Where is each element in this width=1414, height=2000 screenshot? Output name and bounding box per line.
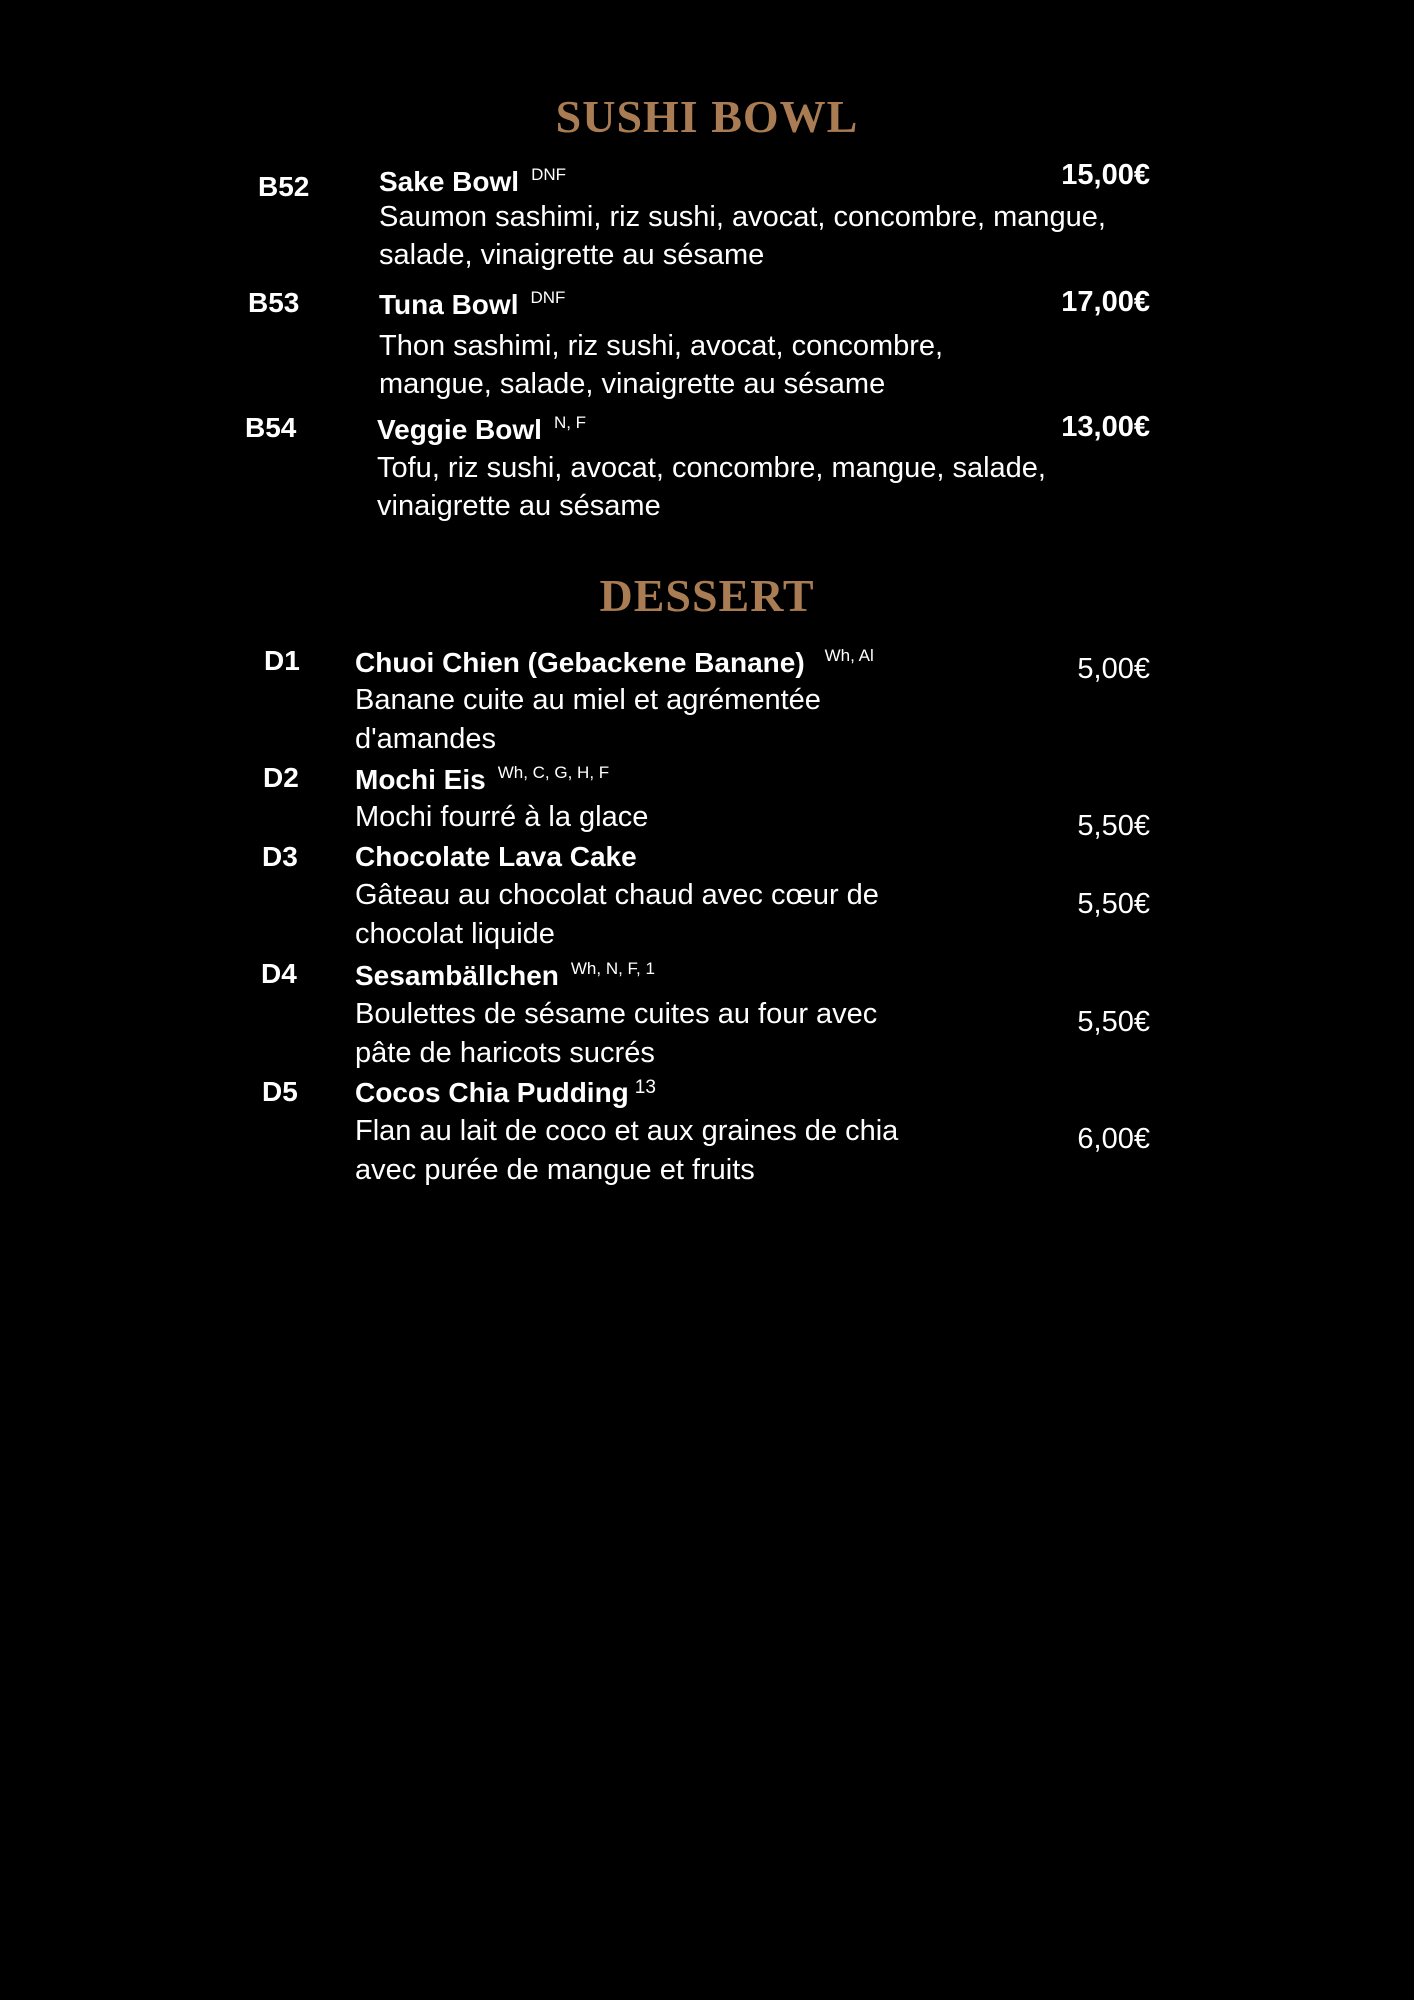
- item-code: B53: [248, 287, 300, 318]
- item-name-text: Tuna Bowl: [379, 289, 519, 320]
- item-name-text: Sake Bowl: [379, 166, 520, 197]
- item-code: B54: [245, 412, 297, 443]
- item-code: D4: [261, 958, 297, 989]
- allergen-codes: DNF: [531, 165, 567, 184]
- allergen-codes: Wh, N, F, 1: [570, 959, 655, 978]
- item-description-line: Mochi fourré à la glace: [355, 801, 649, 833]
- item-name-text: Veggie Bowl: [377, 414, 542, 445]
- item-name: [355, 960, 655, 990]
- item-description-line: pâte de haricots sucrés: [355, 1037, 655, 1069]
- item-description-line: salade, vinaigrette au sésame: [379, 239, 765, 271]
- item-code: D2: [263, 762, 299, 793]
- item-name-text: Chuoi Chien (Gebackene Banane): [355, 647, 805, 678]
- item-description-line: Thon sashimi, riz sushi, avocat, concombre,: [379, 330, 944, 362]
- item-name: [379, 289, 565, 319]
- item-code: D3: [262, 841, 298, 872]
- item-description-line: Boulettes de sésame cuites au four avec: [355, 998, 878, 1030]
- allergen-codes: Wh, C, G, H, F: [497, 763, 610, 782]
- item-price: 17,00€: [1061, 286, 1150, 318]
- item-price: 5,50€: [1077, 888, 1150, 920]
- item-description-line: Banane cuite au miel et agrémentée: [355, 684, 821, 716]
- item-price: 6,00€: [1077, 1123, 1150, 1155]
- item-description-line: Tofu, riz sushi, avocat, concombre, mangue, salade,: [377, 452, 1046, 484]
- item-description-line: Saumon sashimi, riz sushi, avocat, concombre, mangue,: [379, 201, 1106, 233]
- item-description-line: avec purée de mangue et fruits: [355, 1154, 755, 1186]
- section-title-sushi-bowl: SUSHI BOWL: [555, 91, 859, 142]
- item-name: [355, 764, 609, 794]
- item-price: 13,00€: [1061, 411, 1150, 443]
- item-name: [379, 166, 566, 196]
- item-name: [355, 843, 637, 871]
- item-name-text: Chocolate Lava Cake: [355, 841, 637, 872]
- item-description-line: mangue, salade, vinaigrette au sésame: [379, 368, 886, 400]
- item-name: [377, 414, 586, 444]
- item-description-line: d'amandes: [355, 723, 496, 755]
- item-price: 15,00€: [1061, 159, 1150, 191]
- allergen-codes: Wh, Al: [824, 646, 874, 665]
- item-price: 5,50€: [1077, 810, 1150, 842]
- item-description-line: Flan au lait de coco et aux graines de chia: [355, 1115, 899, 1147]
- item-description-line: vinaigrette au sésame: [377, 490, 661, 522]
- item-code: D1: [264, 645, 300, 676]
- section-title-dessert: DESSERT: [599, 570, 815, 621]
- item-name: [355, 1078, 656, 1107]
- item-description-line: chocolat liquide: [355, 918, 555, 950]
- item-price: 5,50€: [1077, 1006, 1150, 1038]
- allergen-codes: 13: [634, 1077, 656, 1098]
- item-price: 5,00€: [1077, 653, 1150, 685]
- item-name-text: Cocos Chia Pudding: [355, 1077, 629, 1108]
- item-name-text: Sesambällchen: [355, 960, 559, 991]
- item-name: [355, 647, 874, 677]
- allergen-codes: N, F: [553, 413, 587, 432]
- item-name-text: Mochi Eis: [355, 764, 486, 795]
- item-code: B52: [258, 171, 310, 202]
- item-code: D5: [262, 1076, 298, 1107]
- allergen-codes: DNF: [530, 288, 566, 307]
- item-description-line: Gâteau au chocolat chaud avec cœur de: [355, 879, 879, 911]
